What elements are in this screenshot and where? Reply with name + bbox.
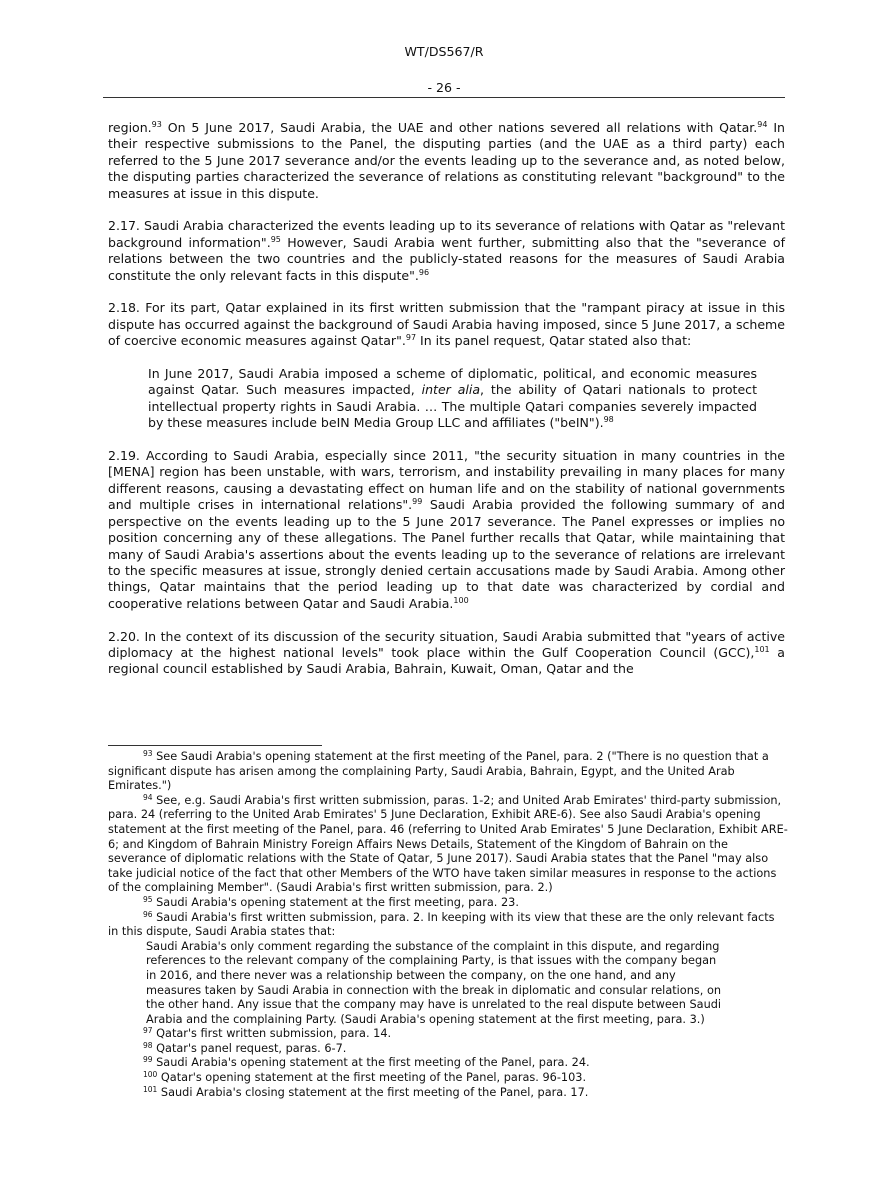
footnote-reference: 99 xyxy=(412,497,423,507)
footnote xyxy=(108,1027,788,1042)
text-run: Qatar's panel request, paras. 6-7. xyxy=(152,1041,347,1055)
text-run: a regional council established by Saudi Arabia, Bahrain, Kuwait, Oman, Qatar and the xyxy=(108,644,785,677)
text-run: In their respective submissions to the Panel, the disputing parties (and the UAE as a third party) each referred to the 5 June 2017 severance and/or the events leading up to the severance and, as noted below, the disputing parties characterized the severance of relations as constituting relevant "background" to the measures at issue in this dispute. xyxy=(108,120,785,201)
text-run: 2.20. In the context of its discussion of the security situation, Saudi Arabia submitted that "years of active diplomacy at the highest national levels" took place within the Gulf Cooperation Council (GCC), xyxy=(108,628,785,660)
footnote-reference: 100 xyxy=(453,595,469,605)
text-run: Saudi Arabia provided the following summary of and perspective on the events leading up to the 5 June 2017 severance. The Panel expresses or implies no position concerning any of these allegations. The Panel further recalls that Qatar, while maintaining that many of Saudi Arabia's assertions about the events leading up to the severance of relations are irrelevant to the specific measures at issue, strongly denied certain accusations made by Saudi Arabia. Among other things, Qatar maintains that the period leading up to that date was characterized by cordial and cooperative relations between Qatar and Saudi Arabia. xyxy=(108,497,786,611)
text-run: Qatar's first written submission, para. 14. xyxy=(152,1027,392,1041)
footnote-reference: 100 xyxy=(143,1070,158,1080)
footnote-reference: 101 xyxy=(754,644,770,654)
page-number: - 26 - xyxy=(427,80,461,95)
footnote-reference: 94 xyxy=(757,120,768,129)
text-run: Saudi Arabia's opening statement at the first meeting, para. 23. xyxy=(152,895,519,909)
document-symbol: WT/DS567/R xyxy=(404,44,484,59)
footnote-reference: 99 xyxy=(143,1055,153,1065)
footnote xyxy=(108,750,788,794)
text-run: Saudi Arabia's opening statement at the first meeting of the Panel, para. 24. xyxy=(152,1056,590,1070)
footnote xyxy=(108,1042,788,1057)
footnote xyxy=(108,794,788,896)
text-run: In June 2017, Saudi Arabia imposed a scheme of diplomatic, political, and economic measures against Qatar. Such measures impacted, xyxy=(148,366,757,398)
text-run: Qatar's opening statement at the first meeting of the Panel, paras. 96-103. xyxy=(157,1071,587,1085)
paragraph xyxy=(108,448,785,612)
paragraph xyxy=(108,218,785,284)
paragraph xyxy=(108,120,785,202)
footnote-reference: 97 xyxy=(405,333,417,343)
footnote xyxy=(108,896,788,911)
text-run: 2.18. For its part, Qatar explained in its first written submission that the "rampant piracy at issue in this dispute has occurred against the background of Saudi Arabia having imposed, since 5 June 2017, a scheme of coercive economic measures against Qatar". xyxy=(108,300,785,349)
footnote-separator xyxy=(108,745,322,746)
block-quote xyxy=(148,366,757,432)
footnote-reference: 96 xyxy=(143,909,153,919)
header-rule xyxy=(103,97,785,98)
footnote-reference: 94 xyxy=(143,792,153,802)
footnote-reference: 93 xyxy=(143,749,153,758)
footnote-reference: 101 xyxy=(143,1084,158,1094)
paragraph xyxy=(108,300,785,349)
footnote-reference: 98 xyxy=(143,1040,153,1050)
text-run: 2.19. According to Saudi Arabia, especially since 2011, "the security situation in many countries in the [MENA] region has been unstable, with wars, terrorism, and instability prevailing in many places for many different reasons, causing a devastating effect on human life and on the stability of national governments and multiple crises in international relations". xyxy=(108,448,785,513)
footnote xyxy=(108,1071,788,1086)
footnote-reference: 95 xyxy=(143,894,153,904)
text-run: region. xyxy=(108,120,152,135)
footnote-reference: 98 xyxy=(603,415,614,425)
italic-text: inter alia xyxy=(421,382,481,398)
footnote xyxy=(108,1056,788,1071)
text-run: In its panel request, Qatar stated also that: xyxy=(416,333,692,349)
footnote-reference: 97 xyxy=(143,1026,153,1036)
text-run: Saudi Arabia's first written submission, para. 2. In keeping with its view that these are the only relevant facts in this dispute, Saudi Arabia states that: xyxy=(108,910,775,939)
text-run: Saudi Arabia's only comment regarding the substance of the complaint in this dispute, and regarding references to the relevant company of the complaining Party, is that issues with the company began in 2016, and there never was a relationship between the company, on the one hand, and any measures taken by Saudi Arabia in connection with the break in diplomatic and consular relations, on the other hand. Any issue that the company may have is unrelated to the real dispute between Saudi Arabia and the complaining Party. (Saudi Arabia's opening statement at the first meeting, para. 3.) xyxy=(146,939,722,1026)
text-run: However, Saudi Arabia went further, submitting also that the "severance of relations between the two countries and the publicly-stated reasons for the measures of Saudi Arabia constitute the only relevant facts in this dispute". xyxy=(108,234,785,283)
footnote xyxy=(108,911,788,940)
text-run: Saudi Arabia's closing statement at the first meeting of the Panel, para. 17. xyxy=(157,1085,589,1099)
text-run: 2.17. Saudi Arabia characterized the events leading up to its severance of relations with Qatar as "relevant background information". xyxy=(108,218,785,250)
footnote-reference: 95 xyxy=(270,234,281,244)
paragraph xyxy=(108,629,785,678)
footnote-reference: 96 xyxy=(418,267,430,277)
text-run: , the ability of Qatari nationals to protect intellectual property rights in Saudi Arabia. … The multiple Qatari companies severely impacted by these measures include beIN Media Group LLC and affiliates ("beIN"). xyxy=(148,382,757,431)
text-run: On 5 June 2017, Saudi Arabia, the UAE and other nations severed all relations with Qatar. xyxy=(161,120,758,135)
body-text xyxy=(108,120,785,694)
text-run: See, e.g. Saudi Arabia's first written submission, paras. 1-2; and United Arab Emirates' third-party submission, para. 24 (referring to the United Arab Emirates' 5 June Declaration, Exhibit ARE-6). See also Saudi Arabia's opening statement at the first meeting of the Panel, para. 46 (referring to United Arab Emirates' 5 June Declaration, Exhibit ARE-6; and Kingdom of Bahrain Ministry Foreign Affairs News Details, Statement of the Kingdom of Bahrain on the severance of diplomatic relations with the State of Qatar, 5 June 2017). Saudi Arabia states that the Panel "may also take judicial notice of the fact that other Members of the WTO have taken similar measures in response to the actions of the complaining Member". (Saudi Arabia's first written submission, para. 2.) xyxy=(108,793,788,895)
footnotes xyxy=(108,750,788,1100)
footnote-reference: 93 xyxy=(151,120,162,129)
block-quote xyxy=(146,940,728,1028)
text-run: See Saudi Arabia's opening statement at the first meeting of the Panel, para. 2 ("There is no question that a significant dispute has arisen among the complaining Party, Saudi Arabia, Bahrain, Egypt, and the United Arab Emirates.") xyxy=(108,750,769,793)
footnote xyxy=(108,1086,788,1101)
